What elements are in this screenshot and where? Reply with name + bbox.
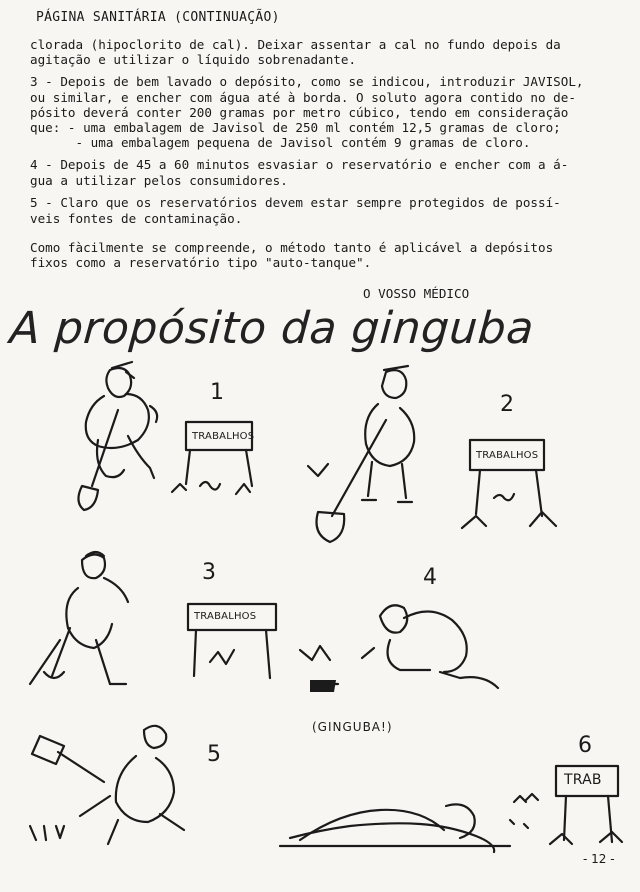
panel-number-6: 6: [578, 733, 592, 758]
panel-number-4: 4: [423, 565, 437, 590]
panel-4-caption: (GINGUBA!): [312, 720, 393, 734]
text-line: 5 - Claro que os reservatórios devem estar sempre protegidos de possí-: [30, 195, 561, 210]
comic-title: A propósito da ginguba: [8, 303, 536, 354]
page-header: PÁGINA SANITÁRIA (CONTINUAÇÃO): [36, 10, 280, 25]
text-line: agitação e utilizar o líquido sobrenadante.: [30, 52, 357, 67]
text-line: 4 - Depois de 45 a 60 minutos esvasiar o reservatório e encher com a á-: [30, 157, 569, 172]
panel-number-2: 2: [500, 392, 514, 417]
page-number: - 12 -: [583, 852, 615, 866]
text-line: pósito deverá conter 200 gramas por metro cúbico, tendo em consideração: [30, 105, 569, 120]
panel-4-drawing: [300, 605, 498, 692]
text-line: 3 - Depois de bem lavado o depósito, como se indicou, introduzir JAVISOL,: [30, 74, 584, 89]
text-line: gua a utilizar pelos consumidores.: [30, 173, 288, 188]
text-line: clorada (hipoclorito de cal). Deixar assentar a cal no fundo depois da: [30, 37, 561, 52]
panel-2-sign: TRABALHOS: [476, 450, 539, 461]
text-line: veis fontes de contaminação.: [30, 211, 243, 226]
panel-3-sign: TRABALHOS: [194, 611, 257, 622]
text-line: que: - uma embalagem de Javisol de 250 ml contém 12,5 gramas de cloro;: [30, 120, 561, 135]
panel-number-5: 5: [207, 742, 221, 767]
panel-1-sign: TRABALHOS: [192, 431, 255, 442]
text-line: - uma embalagem pequena de Javisol contém 9 gramas de cloro.: [30, 135, 531, 150]
text-line: Como fàcilmente se compreende, o método tanto é aplicável a depósitos: [30, 240, 554, 255]
text-line: ou similar, e encher com água até à borda. O soluto agora contido no de-: [30, 90, 576, 105]
text-line: fixos como a reservatório tipo "auto-tanque".: [30, 255, 372, 270]
panel-6-sign: TRAB: [564, 772, 602, 788]
panel-number-1: 1: [210, 380, 224, 405]
signature: O VOSSO MÉDICO: [363, 286, 470, 301]
panel-number-3: 3: [202, 560, 216, 585]
panel-5-drawing: [30, 726, 184, 844]
